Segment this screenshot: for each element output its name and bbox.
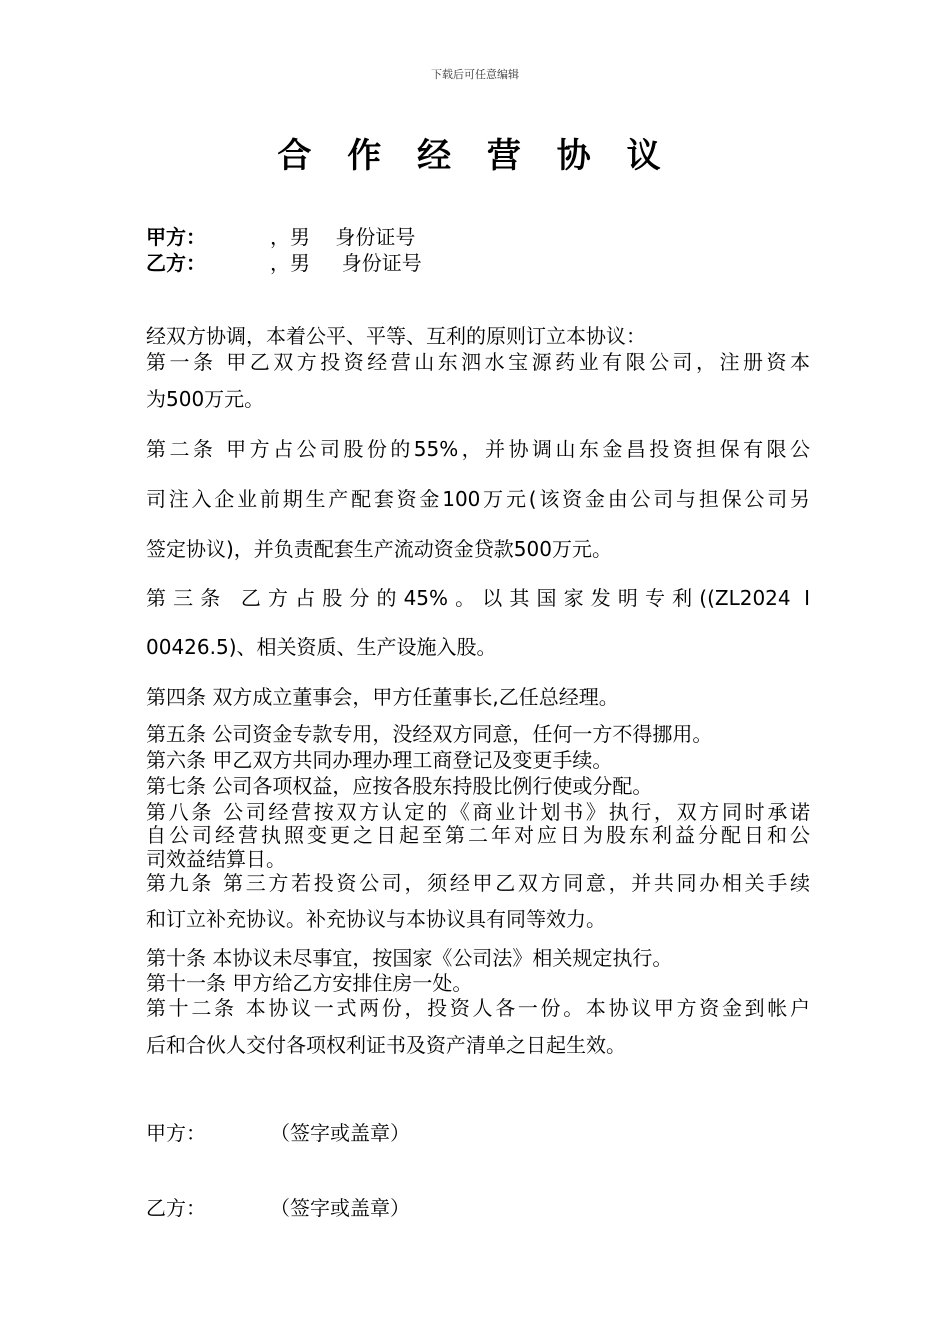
article-7: 第七条 公司各项权益，应按各股东持股比例行使或分配。 xyxy=(146,774,653,798)
party-a-details: ，男 身份证号 xyxy=(270,225,416,249)
article-9-line-2: 和订立补充协议。补充协议与本协议具有同等效力。 xyxy=(146,907,606,931)
signature-b-note: （签字或盖章） xyxy=(270,1196,410,1220)
signature-a-note: （签字或盖章） xyxy=(270,1121,410,1145)
signature-b-role: 乙方： xyxy=(146,1196,206,1220)
article-10: 第十条 本协议未尽事宜，按国家《公司法》相关规定执行。 xyxy=(146,946,673,970)
article-5: 第五条 公司资金专款专用，没经双方同意，任何一方不得挪用。 xyxy=(146,722,713,746)
article-2-line-1: 第二条 甲方占公司股份的55%，并协调山东金昌投资担保有限公 xyxy=(146,437,810,461)
article-2-line-2: 司注入企业前期生产配套资金100万元(该资金由公司与担保公司另 xyxy=(146,487,810,511)
article-4: 第四条 双方成立董事会，甲方任董事长,乙任总经理。 xyxy=(146,685,619,709)
article-2-line-3: 签定协议)，并负责配套生产流动资金贷款500万元。 xyxy=(146,537,612,561)
header-note: 下载后可任意编辑 xyxy=(431,68,519,81)
article-6: 第六条 甲乙双方共同办理办理工商登记及变更手续。 xyxy=(146,748,613,772)
article-1-line-1: 第一条 甲乙双方投资经营山东泗水宝源药业有限公司，注册资本 xyxy=(146,350,810,374)
article-9-line-1: 第九条 第三方若投资公司，须经甲乙双方同意，并共同办相关手续 xyxy=(146,871,810,895)
signature-party-a xyxy=(146,1120,410,1146)
intro-line: 经双方协调，本着公平、平等、互利的原则订立本协议： xyxy=(146,324,646,348)
article-12-line-1: 第十二条 本协议一式两份，投资人各一份。本协议甲方资金到帐户 xyxy=(146,996,810,1020)
article-8-line-3: 司效益结算日。 xyxy=(146,847,286,871)
party-b xyxy=(146,250,422,276)
article-11: 第十一条 甲方给乙方安排住房一处。 xyxy=(146,971,473,995)
document-title: 合 作 经 营 协 议 xyxy=(277,136,673,176)
signature-a-role: 甲方： xyxy=(146,1121,206,1145)
article-8-line-1: 第八条 公司经营按双方认定的《商业计划书》执行，双方同时承诺 xyxy=(146,800,810,824)
article-3-line-1: 第三条 乙方占股分的45%。以其国家发明专利((ZL2024 I xyxy=(146,586,810,610)
article-3-line-2: 00426.5)、相关资质、生产设施入股。 xyxy=(146,635,497,659)
signature-party-b xyxy=(146,1195,410,1221)
party-b-details: ，男 身份证号 xyxy=(270,251,422,275)
article-1-line-2: 为500万元。 xyxy=(146,387,265,411)
article-8-line-2: 自公司经营执照变更之日起至第二年对应日为股东利益分配日和公 xyxy=(146,823,810,847)
party-a xyxy=(146,224,415,250)
party-b-role: 乙方： xyxy=(146,251,206,275)
article-12-line-2: 后和合伙人交付各项权利证书及资产清单之日起生效。 xyxy=(146,1033,626,1057)
party-a-role: 甲方： xyxy=(146,225,206,249)
